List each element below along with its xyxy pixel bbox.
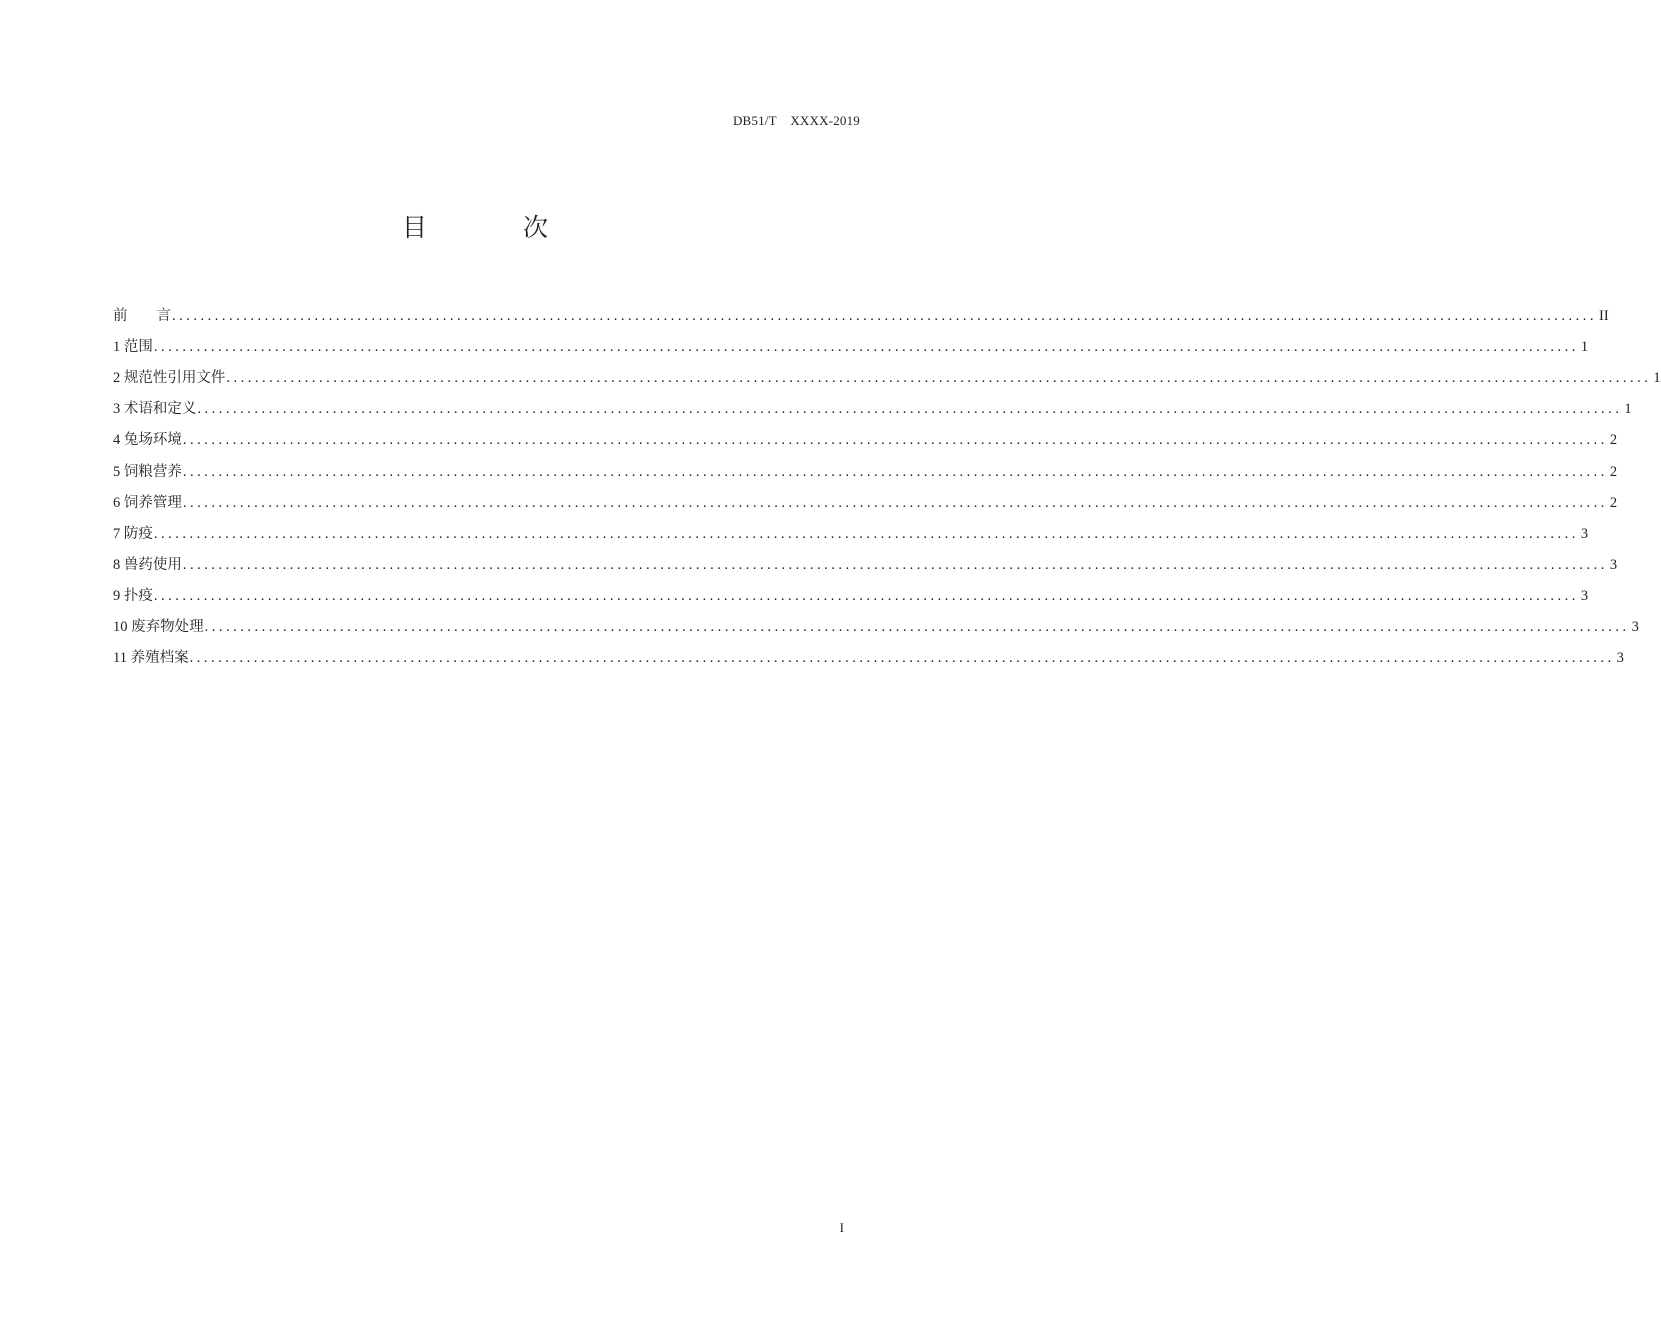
toc-entry-normative-references[interactable] [113, 358, 1661, 389]
toc-entry-label: 3 术语和定义 [113, 401, 197, 418]
toc-entry-label: 前 言 [113, 308, 171, 325]
toc-entry-label: 2 规范性引用文件 [113, 370, 226, 387]
document-code: DB51/T XXXX-2019 [732, 113, 860, 128]
toc-leader-dots: ........................................................................................................................................................................................................ [172, 308, 1597, 325]
toc-entry-label: 4 兔场环境 [113, 432, 182, 449]
toc-leader-dots: ........................................................................................................................................................................................................ [182, 463, 1608, 480]
toc-entry-page: 2 [1609, 432, 1618, 449]
toc-entry-page: 1 [1580, 339, 1589, 356]
toc-entry-label: 9 扑疫 [113, 587, 153, 604]
toc-entry-page: 2 [1609, 494, 1618, 511]
toc-entry-page: 3 [1580, 525, 1589, 542]
toc-entry-foreword[interactable] [113, 296, 1609, 327]
toc-entry-page: 1 [1653, 370, 1661, 387]
toc-entry-page: 1 [1624, 401, 1632, 418]
toc-entry-page: II [1599, 308, 1609, 325]
table-of-contents [113, 296, 1661, 669]
toc-entry-page: 3 [1631, 619, 1639, 636]
toc-entry-breeding-records[interactable] [113, 638, 1624, 669]
toc-entry-label: 1 范围 [113, 339, 153, 356]
toc-leader-dots: ........................................................................................................................................................................................................ [182, 556, 1608, 573]
toc-entry-page: 3 [1609, 556, 1618, 573]
toc-entry-label: 7 防疫 [113, 525, 153, 542]
toc-entry-scope[interactable] [113, 327, 1589, 358]
toc-entry-waste-treatment[interactable] [113, 607, 1639, 638]
toc-entry-label: 5 饲粮营养 [113, 463, 182, 480]
toc-entry-label: 11 养殖档案 [113, 650, 189, 667]
toc-entry-feeding-management[interactable] [113, 483, 1618, 514]
toc-entry-label: 10 废弃物处理 [113, 619, 204, 636]
toc-leader-dots: ........................................................................................................................................................................................................ [182, 494, 1608, 511]
toc-leader-dots: ........................................................................................................................................................................................................ [189, 650, 1615, 667]
toc-entry-page: 3 [1616, 650, 1624, 667]
toc-entry-label: 6 饲养管理 [113, 494, 182, 511]
toc-entry-veterinary-drugs[interactable] [113, 545, 1618, 576]
toc-leader-dots: ........................................................................................................................................................................................................ [153, 587, 1579, 604]
toc-leader-dots: ........................................................................................................................................................................................................ [182, 432, 1608, 449]
page-number: I [839, 1220, 844, 1235]
toc-entry-epidemic-control[interactable] [113, 576, 1589, 607]
toc-entry-feed-nutrition[interactable] [113, 451, 1618, 482]
toc-entry-page: 3 [1580, 587, 1589, 604]
toc-leader-dots: ........................................................................................................................................................................................................ [226, 370, 1652, 387]
toc-entry-farm-environment[interactable] [113, 420, 1618, 451]
toc-entry-terms-definitions[interactable] [113, 389, 1632, 420]
toc-entry-label: 8 兽药使用 [113, 556, 182, 573]
toc-leader-dots: ........................................................................................................................................................................................................ [153, 525, 1579, 542]
toc-leader-dots: ........................................................................................................................................................................................................ [197, 401, 1623, 418]
toc-leader-dots: ........................................................................................................................................................................................................ [153, 339, 1579, 356]
toc-title: 目 次 [402, 213, 592, 242]
toc-entry-page: 2 [1609, 463, 1618, 480]
toc-entry-epidemic-prevention[interactable] [113, 514, 1589, 545]
toc-leader-dots: ........................................................................................................................................................................................................ [204, 619, 1630, 636]
